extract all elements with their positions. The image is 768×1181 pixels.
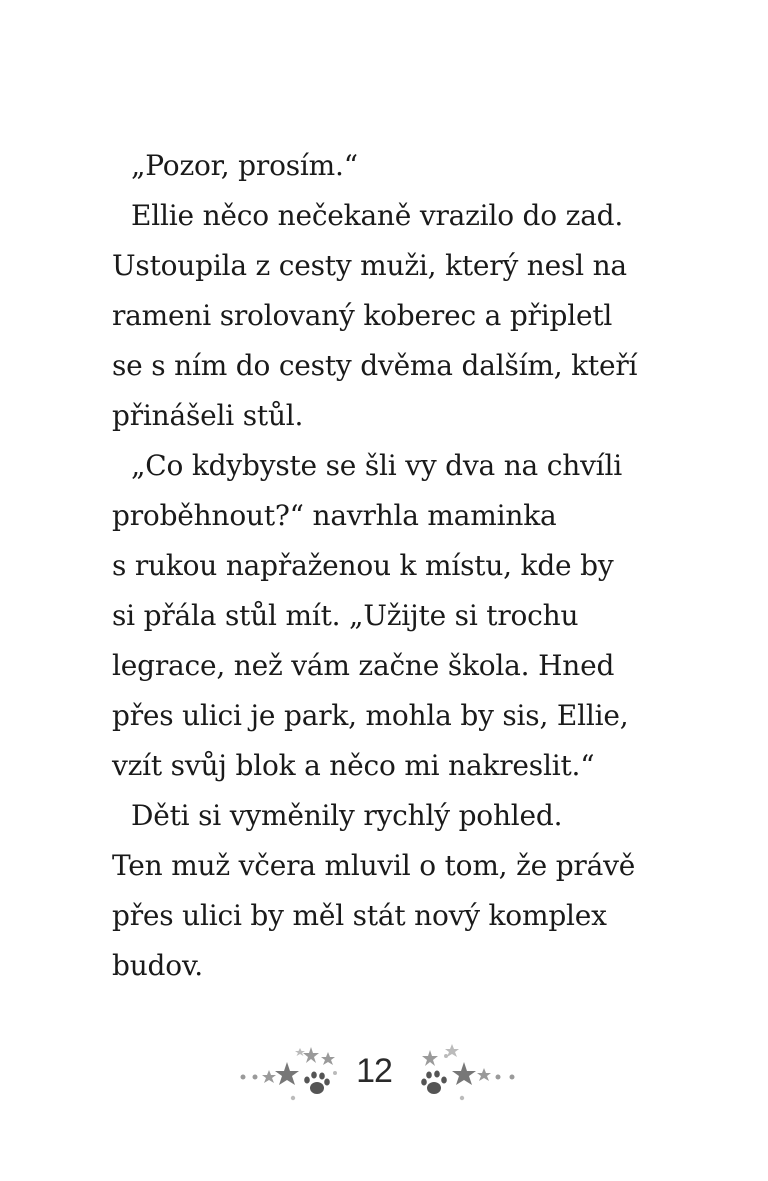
text-line: přes ulici by měl stát nový komplex [112, 899, 607, 932]
page-number: 12 [356, 1052, 392, 1090]
text-line: s rukou napřaženou k místu, kde by [112, 549, 614, 582]
text-line: Ten muž včera mluvil o tom, že právě [112, 849, 636, 882]
stars-and-paw-icon [235, 1040, 345, 1110]
page-footer [0, 1040, 768, 1110]
text-line: rameni srolovaný koberec a připletl [112, 299, 613, 332]
paw-and-stars-icon [412, 1040, 522, 1110]
paw-print [421, 1071, 447, 1095]
text-line: budov. [112, 949, 203, 982]
text-line: vzít svůj blok a něco mi nakreslit.“ [112, 749, 595, 782]
text-line: „Co kdybyste se šli vy dva na chvíli [131, 449, 622, 482]
text-line: Děti si vyměnily rychlý pohled. [131, 799, 563, 832]
paw-print [304, 1072, 330, 1095]
text-line: přinášeli stůl. [112, 399, 304, 432]
text-line: si přála stůl mít. „Užijte si trochu [112, 599, 579, 632]
body-text [112, 141, 652, 991]
text-line: přes ulici je park, mohla by sis, Ellie, [112, 699, 629, 732]
text-line: legrace, než vám začne škola. Hned [112, 649, 615, 682]
text-line: Ellie něco nečekaně vrazilo do zad. [131, 199, 624, 232]
text-line: se s ním do cesty dvěma dalším, kteří [112, 349, 638, 382]
text-line: proběhnout?“ navrhla maminka [112, 499, 557, 532]
text-line: Ustoupila z cesty muži, který nesl na [112, 249, 627, 282]
text-line: „Pozor, prosím.“ [131, 149, 358, 182]
